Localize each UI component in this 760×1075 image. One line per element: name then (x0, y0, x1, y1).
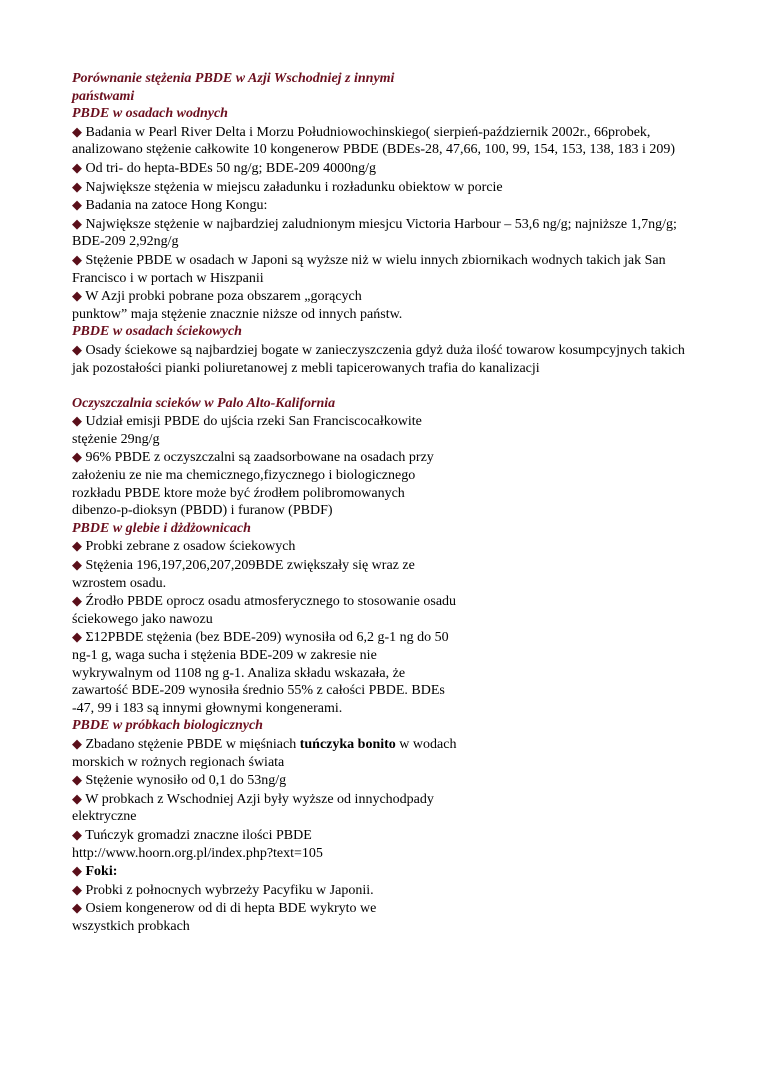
bullet-item: ◆ Od tri- do hepta-BDEs 50 ng/g; BDE-209 4000ng/g (72, 159, 376, 176)
diamond-bullet-icon: ◆ (72, 863, 82, 879)
bullet-item: ◆ Udział emisji PBDE do ujścia rzeki San Franciscocałkowite stężenie 29ng/g (72, 413, 422, 447)
section-heading-sewage-sludge: PBDE w osadach ściekowych (72, 324, 242, 340)
section-body-soil (72, 537, 457, 717)
bullet-item: ◆ Największe stężenia w miejscu załadunku i rozładunku obiektow w porcie (72, 178, 503, 195)
diamond-bullet-icon: ◆ (72, 215, 82, 231)
diamond-bullet-icon: ◆ (72, 251, 82, 267)
bullet-item: ◆ Źrodło PBDE oprocz osadu atmosferycznego to stosowanie osadu ściekowego jako nawozu (72, 593, 457, 627)
bullet-item: ◆ Σ12PBDE stężenia (bez BDE-209) wynosiła od 6,2 g-1 ng do 50 ng-1 g, waga sucha i stężenia BDE-209 w zakresie nie wykrywalnym od 1108 ng g-1. Analiza składu wskazała, że zawartość BDE-209 wynosiła średnio 55% z całości PBDE. BDEs -47, 99 i 183 są innymi głownymi kongenerami. (72, 629, 449, 716)
diamond-bullet-icon: ◆ (72, 197, 82, 213)
diamond-bullet-icon: ◆ (72, 288, 82, 304)
document-page (72, 70, 692, 936)
diamond-bullet-icon: ◆ (72, 772, 82, 788)
bullet-item: ◆ Stężenia 196,197,206,207,209BDE zwiększały się wraz ze wzrostem osadu. (72, 557, 415, 591)
section-body-palo-alto (72, 412, 457, 520)
diamond-bullet-icon: ◆ (72, 629, 82, 645)
bullet-item: ◆ Stężenie PBDE w osadach w Japoni są wyższe niż w wielu innych zbiornikach wodnych takich jak San Francisco i w portach w Hiszpanii (72, 251, 666, 286)
diamond-bullet-icon: ◆ (72, 735, 82, 751)
bullet-item: ◆ Zbadano stężenie PBDE w mięśniach tuńczyka bonito w wodach morskich w rożnych regionach świata (72, 735, 457, 770)
bullet-item: ◆ Probki zebrane z osadow ściekowych (72, 538, 296, 555)
bullet-item: ◆ Stężenie wynosiło od 0,1 do 53ng/g (72, 772, 287, 789)
diamond-bullet-icon: ◆ (72, 900, 82, 916)
diamond-bullet-icon: ◆ (72, 593, 82, 609)
section-heading-water-sediments: PBDE w osadach wodnych (72, 106, 228, 122)
subheading-foki: Foki: (85, 864, 118, 880)
section-heading-soil-earthworms: PBDE w glebie i dżdżownicach (72, 520, 251, 536)
section-heading-palo-alto: Oczyszczalnia scieków w Palo Alto-Kalifornia (72, 395, 336, 411)
diamond-bullet-icon: ◆ (72, 790, 82, 806)
bullet-item: ◆ W probkach z Wschodniej Azji były wyższe od innychodpady elektryczne (72, 790, 434, 825)
bullet-item (72, 862, 692, 881)
diamond-bullet-icon: ◆ (72, 123, 82, 139)
diamond-bullet-icon: ◆ (72, 557, 82, 573)
bullet-item: ◆ Osady ściekowe są najbardziej bogate w zanieczyszczenia gdyż duża ilość towarow kosumpcyjnych takich jak pozostałości pianki poliuretanowej z mebli tapicerowanych trafia do kanalizacji (72, 341, 685, 376)
spacer (72, 377, 692, 395)
document-title: Porównanie stężenia PBDE w Azji Wschodniej z innymi państwami (72, 71, 395, 104)
bullet-item: ◆ Tuńczyk gromadzi znaczne ilości PBDE (72, 826, 312, 843)
diamond-bullet-icon: ◆ (72, 413, 82, 429)
diamond-bullet-icon: ◆ (72, 881, 82, 897)
bullet-item: ◆ Największe stężenie w najbardziej zaludnionym miesjcu Victoria Harbour – 53,6 ng/g; najniższe 1,7ng/g; BDE-209 2,92ng/g (72, 215, 677, 250)
bullet-item: ◆ 96% PBDE z oczyszczalni są zaadsorbowane na osadach przy założeniu ze nie ma chemicznego,fizycznego i biologicznego rozkładu PBDE ktore może być źrodłem polibromowanych dibenzo-p-dioksyn (PBDD) i furanow (PBDF) (72, 449, 434, 519)
diamond-bullet-icon: ◆ (72, 449, 82, 465)
bullet-item: ◆ Badania na zatoce Hong Kongu: (72, 197, 268, 214)
source-url: http://www.hoorn.org.pl/index.php?text=105 (72, 845, 323, 861)
bullet-item: ◆ W Azji probki pobrane poza obszarem „gorących punktow” maja stężenie znacznie niższe od innych państw. (72, 288, 403, 322)
bullet-item: ◆ Badania w Pearl River Delta i Morzu Południowochinskiego( sierpień-październik 2002r., 66probek, analizowano stężenie całkowite 10 kongenerow PBDE (BDEs-28, 47,66, 100, 99, 154, 153, 138, 183 i 209) (72, 123, 676, 158)
diamond-bullet-icon: ◆ (72, 178, 82, 194)
diamond-bullet-icon: ◆ (72, 159, 82, 175)
bullet-item: ◆ Osiem kongenerow od di di hepta BDE wykryto we wszystkich probkach (72, 900, 377, 934)
section-heading-biological-samples: PBDE w próbkach biologicznych (72, 718, 263, 734)
diamond-bullet-icon: ◆ (72, 538, 82, 554)
bullet-item: ◆ Probki z połnocnych wybrzeży Pacyfiku w Japonii. (72, 881, 374, 898)
diamond-bullet-icon: ◆ (72, 341, 82, 357)
diamond-bullet-icon: ◆ (72, 826, 82, 842)
